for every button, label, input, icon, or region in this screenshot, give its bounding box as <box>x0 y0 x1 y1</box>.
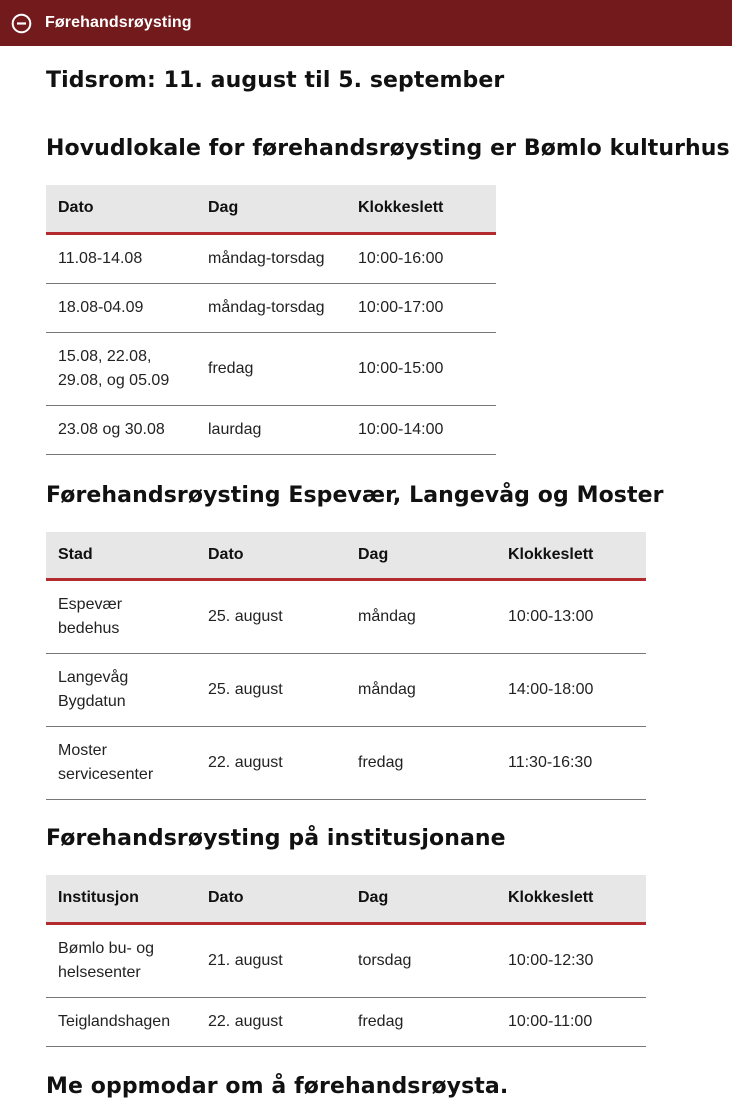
institutions-heading: Førehandsrøysting på institusjonane <box>46 826 506 851</box>
table-cell: Langevåg Bygdatun <box>46 654 196 727</box>
column-header: Dag <box>346 532 496 580</box>
table-cell: 10:00-12:30 <box>496 923 646 997</box>
column-header: Stad <box>46 532 196 580</box>
column-header: Dag <box>196 185 346 233</box>
table-cell: fredag <box>196 332 346 405</box>
table-header-row <box>46 185 496 233</box>
column-header: Dag <box>346 875 496 923</box>
accordion-title: Førehandsrøysting <box>45 14 192 31</box>
table-row <box>46 997 646 1046</box>
table-cell: fredag <box>346 997 496 1046</box>
table-header-row <box>46 532 646 580</box>
table-cell: 11:30-16:30 <box>496 727 646 800</box>
table-cell: Bømlo bu- og helsesenter <box>46 923 196 997</box>
table-cell: måndag <box>346 654 496 727</box>
table-cell: 23.08 og 30.08 <box>46 405 196 454</box>
minus-circle-icon[interactable] <box>11 13 32 34</box>
column-header: Klokkeslett <box>346 185 496 233</box>
institutions-schedule-table <box>46 875 646 1047</box>
table-cell: 10:00-13:00 <box>496 580 646 654</box>
column-header: Dato <box>196 875 346 923</box>
column-header: Klokkeslett <box>496 532 646 580</box>
column-header: Dato <box>46 185 196 233</box>
content <box>0 46 732 1102</box>
table-cell: 15.08, 22.08, 29.08, og 05.09 <box>46 332 196 405</box>
accordion-header[interactable] <box>0 0 732 46</box>
column-header: Klokkeslett <box>496 875 646 923</box>
table-cell: laurdag <box>196 405 346 454</box>
table-cell: måndag-torsdag <box>196 233 346 283</box>
table-cell: måndag <box>346 580 496 654</box>
table-row <box>46 923 646 997</box>
table-cell: 10:00-15:00 <box>346 332 496 405</box>
table-cell: Teiglandshagen <box>46 997 196 1046</box>
table-cell: 10:00-17:00 <box>346 283 496 332</box>
table-cell: 21. august <box>196 923 346 997</box>
table-header-row <box>46 875 646 923</box>
main-location-heading: Hovudlokale for førehandsrøysting er Bømlo kulturhus <box>46 136 730 161</box>
table-cell: 10:00-16:00 <box>346 233 496 283</box>
closing-heading: Me oppmodar om å førehandsrøysta. <box>46 1073 509 1099</box>
table-cell: måndag-torsdag <box>196 283 346 332</box>
table-cell: 22. august <box>196 727 346 800</box>
table-cell: 25. august <box>196 580 346 654</box>
table-cell: 10:00-14:00 <box>346 405 496 454</box>
espevaer-heading: Førehandsrøysting Espevær, Langevåg og Moster <box>46 482 664 508</box>
table-row <box>46 332 496 405</box>
column-header: Institusjon <box>46 875 196 923</box>
table-cell: fredag <box>346 727 496 800</box>
table-cell: Moster servicesenter <box>46 727 196 800</box>
espevaer-schedule-table <box>46 532 646 801</box>
table-cell: 10:00-11:00 <box>496 997 646 1046</box>
period-heading: Tidsrom: 11. august til 5. september <box>46 68 505 93</box>
table-cell: 18.08-04.09 <box>46 283 196 332</box>
table-row <box>46 580 646 654</box>
table-row <box>46 654 646 727</box>
table-cell: Espevær bedehus <box>46 580 196 654</box>
table-row <box>46 405 496 454</box>
table-row <box>46 233 496 283</box>
table-row <box>46 283 496 332</box>
table-cell: 14:00-18:00 <box>496 654 646 727</box>
table-cell: torsdag <box>346 923 496 997</box>
table-cell: 11.08-14.08 <box>46 233 196 283</box>
table-row <box>46 727 646 800</box>
table-cell: 25. august <box>196 654 346 727</box>
main-schedule-table <box>46 185 496 455</box>
table-cell: 22. august <box>196 997 346 1046</box>
column-header: Dato <box>196 532 346 580</box>
